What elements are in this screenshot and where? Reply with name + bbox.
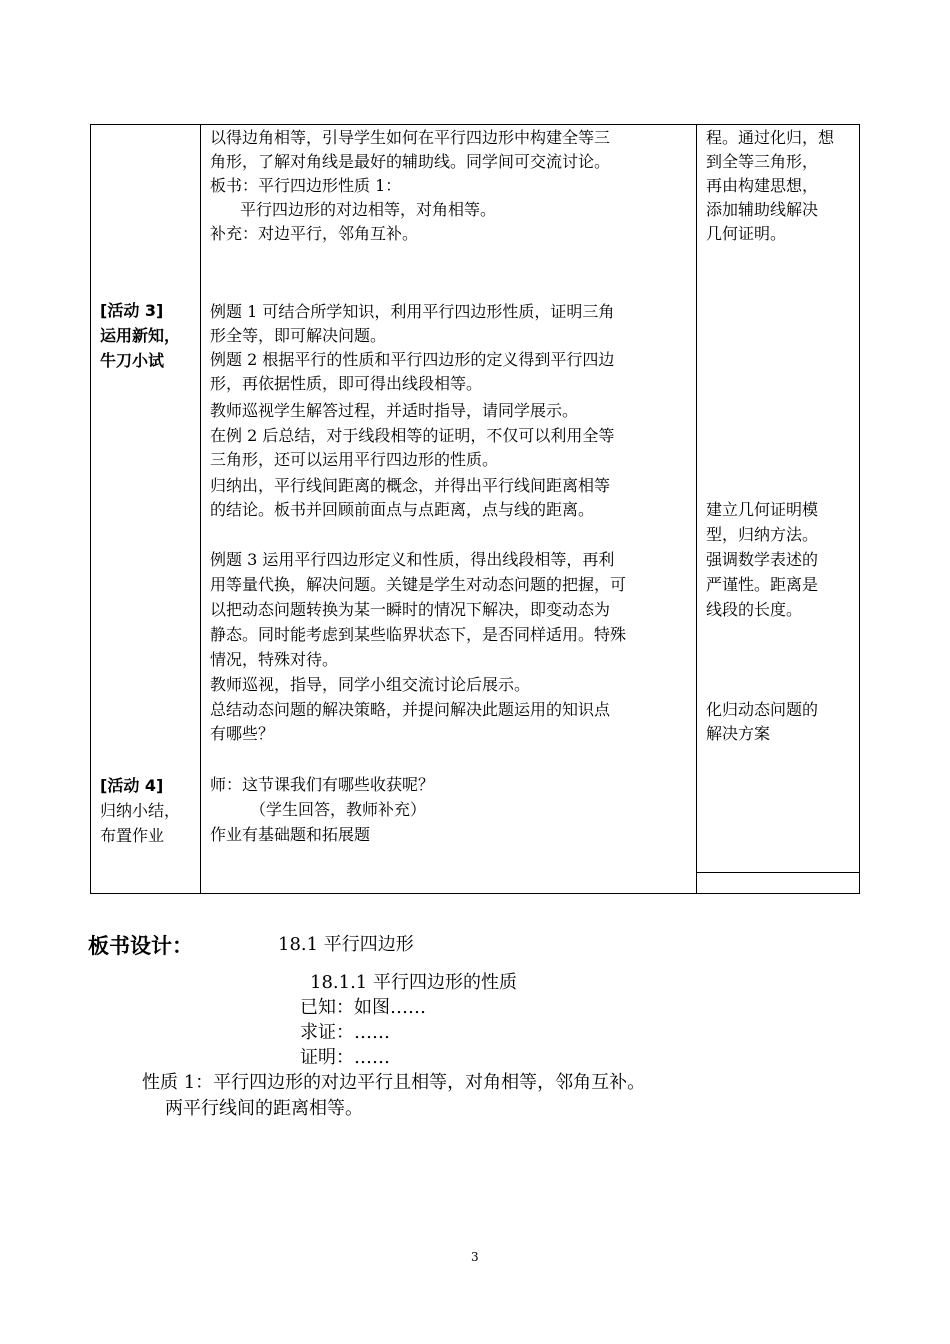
board-given: 已知：如图…… xyxy=(300,997,426,1018)
act4-para-line: （学生回答，教师补充） xyxy=(250,800,427,819)
act3-para2-line: 例题 3 运用平行四边形定义和性质，得出线段相等，再利 xyxy=(210,550,615,569)
board-section-title: 18.1 平行四边形 xyxy=(278,934,414,955)
act3-para-line: 归纳出，平行线间距离的概念，并得出平行线间距离相等 xyxy=(210,476,611,495)
top-note-line: 程。通过化归，想 xyxy=(706,128,835,147)
activity3-title: 运用新知， xyxy=(100,326,181,345)
top-para-line: 板书：平行四边形性质 1： xyxy=(210,176,402,195)
note-cell-divider xyxy=(696,872,860,873)
note2-line: 强调数学表述的 xyxy=(706,550,819,569)
board-prove: 求证：…… xyxy=(300,1022,390,1043)
top-para-line: 补充：对边平行，邻角互补。 xyxy=(210,224,419,243)
act3-para2-line: 用等量代换，解决问题。关键是学生对动态问题的把握，可 xyxy=(210,575,627,594)
act3-para2-line: 以把动态问题转换为某一瞬时的情况下解决，即变动态为 xyxy=(210,600,611,619)
act3-para-line: 的结论。板书并回顾前面点与点距离，点与线的距离。 xyxy=(210,500,595,519)
top-para-line: 角形，了解对角线是最好的辅助线。同学间可交流讨论。 xyxy=(210,152,611,171)
act3-para-line: 三角形，还可以运用平行四边形的性质。 xyxy=(210,450,499,469)
board-property: 性质 1：平行四边形的对边平行且相等，对角相等，邻角互补。 xyxy=(142,1072,646,1093)
act3-para2-line: 情况，特殊对待。 xyxy=(210,650,339,669)
act3-para2-line: 教师巡视，指导，同学小组交流讨论后展示。 xyxy=(210,675,531,694)
act4-para-line: 师：这节课我们有哪些收获呢？ xyxy=(210,775,435,794)
act3-para2-line: 总结动态问题的解决策略，并提问解决此题运用的知识点 xyxy=(210,700,611,719)
activity4-label: [活动 4] xyxy=(100,776,164,795)
top-note-line: 几何证明。 xyxy=(706,224,787,243)
act3-para2-line: 静态。同时能考虑到某些临界状态下，是否同样适用。特殊 xyxy=(210,625,627,644)
page-number: 3 xyxy=(471,1250,479,1264)
top-note-line: 到全等三角形， xyxy=(706,152,819,171)
note3-line: 化归动态问题的 xyxy=(706,700,819,719)
act3-para-line: 教师巡视学生解答过程，并适时指导，请同学展示。 xyxy=(210,401,579,420)
top-note-line: 再由构建思想， xyxy=(706,176,819,195)
activity3-label: [活动 3] xyxy=(100,301,164,320)
board-subsection: 18.1.1 平行四边形的性质 xyxy=(310,972,517,993)
activity3-subtitle: 牛刀小试 xyxy=(100,351,165,370)
board-proof: 证明：…… xyxy=(300,1047,390,1068)
activity4-title: 归纳小结， xyxy=(100,801,181,820)
top-para-line: 平行四边形的对边相等，对角相等。 xyxy=(240,200,497,219)
table-col-divider-1 xyxy=(200,124,201,894)
note2-line: 建立几何证明模 xyxy=(706,500,819,519)
table-top-border xyxy=(90,124,860,125)
table-bottom-border xyxy=(90,893,860,894)
act4-para-line: 作业有基础题和拓展题 xyxy=(210,825,371,844)
act3-para-line: 例题 1 可结合所学知识，利用平行四边形性质，证明三角 xyxy=(210,302,615,321)
act3-para-line: 形全等，即可解决问题。 xyxy=(210,326,387,345)
act3-para-line: 在例 2 后总结，对于线段相等的证明，不仅可以利用全等 xyxy=(210,426,615,445)
act3-para2-line: 有哪些？ xyxy=(210,724,275,743)
act3-para-line: 例题 2 根据平行的性质和平行四边形的定义得到平行四边 xyxy=(210,350,615,369)
act3-para-line: 形，再依据性质，即可得出线段相等。 xyxy=(210,374,483,393)
note2-line: 型，归纳方法。 xyxy=(706,525,819,544)
top-para-line: 以得边角相等，引导学生如何在平行四边形中构建全等三 xyxy=(210,128,611,147)
note2-line: 线段的长度。 xyxy=(706,600,803,619)
table-right-border xyxy=(859,124,860,894)
board-design-heading: 板书设计： xyxy=(88,934,193,958)
activity4-subtitle: 布置作业 xyxy=(100,826,165,845)
note2-line: 严谨性。距离是 xyxy=(706,575,819,594)
note3-line: 解决方案 xyxy=(706,724,771,743)
top-note-line: 添加辅助线解决 xyxy=(706,200,819,219)
table-left-border xyxy=(90,124,91,894)
board-distance: 两平行线间的距离相等。 xyxy=(165,1098,363,1119)
table-col-divider-2 xyxy=(696,124,697,894)
